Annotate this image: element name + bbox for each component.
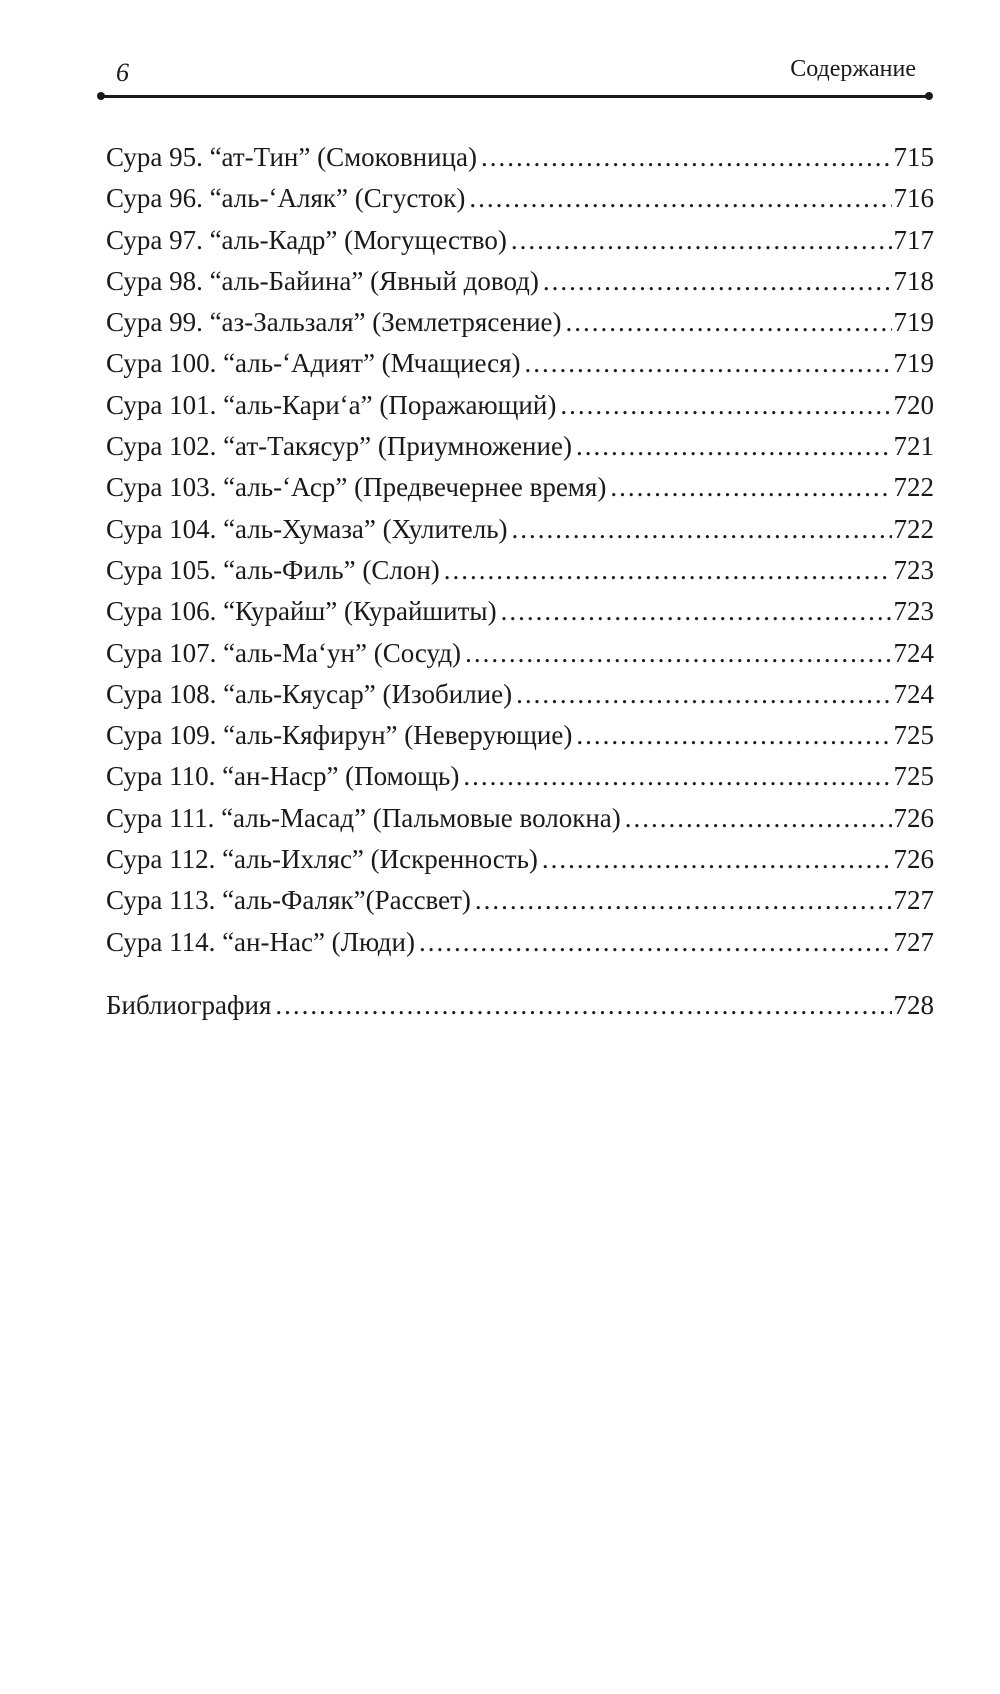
toc-entry bbox=[106, 715, 934, 756]
toc-entry-title: Сура 106. “Курайш” (Курайшиты) bbox=[106, 596, 497, 627]
toc-entry-page: 726 bbox=[893, 802, 934, 833]
table-of-contents-end bbox=[106, 985, 934, 1026]
toc-entry-title: Сура 110. “ан-Наср” (Помощь) bbox=[106, 761, 460, 792]
toc-entry-title: Сура 107. “аль-Ма‘ун” (Сосуд) bbox=[106, 637, 462, 668]
dot-leader bbox=[475, 880, 892, 921]
toc-entry bbox=[106, 137, 934, 178]
toc-entry bbox=[106, 591, 934, 632]
toc-entry-page: 725 bbox=[893, 761, 934, 792]
dot-leader bbox=[419, 922, 892, 963]
dot-leader bbox=[511, 220, 892, 261]
dot-leader bbox=[610, 467, 891, 508]
rule-dot-left bbox=[97, 92, 105, 100]
toc-entry-title: Сура 108. “аль-Кяусар” (Изобилие) bbox=[106, 678, 513, 709]
toc-entry-title: Сура 100. “аль-‘Адият” (Мчащиеся) bbox=[106, 348, 521, 379]
toc-entry-page: 723 bbox=[893, 596, 934, 627]
toc-entry bbox=[106, 509, 934, 550]
toc-entry bbox=[106, 178, 934, 219]
rule-dot-right bbox=[925, 92, 933, 100]
toc-entry bbox=[106, 261, 934, 302]
page-header bbox=[100, 52, 930, 92]
toc-entry-title: Сура 109. “аль-Кяфирун” (Неверующие) bbox=[106, 720, 573, 751]
page-number: 6 bbox=[116, 58, 129, 87]
dot-leader bbox=[501, 591, 892, 632]
toc-entry-page: 719 bbox=[893, 307, 934, 338]
toc-entry-page: 727 bbox=[893, 926, 934, 957]
toc-entry bbox=[106, 343, 934, 384]
toc-entry bbox=[106, 922, 934, 963]
toc-entry-page: 717 bbox=[893, 224, 934, 255]
toc-entry-page: 723 bbox=[893, 554, 934, 585]
toc-entry bbox=[106, 220, 934, 261]
dot-leader bbox=[566, 302, 892, 343]
toc-entry bbox=[106, 302, 934, 343]
dot-leader bbox=[444, 550, 892, 591]
toc-entry-title: Сура 112. “аль-Ихляс” (Искренность) bbox=[106, 844, 538, 875]
toc-entry-page: 727 bbox=[893, 885, 934, 916]
dot-leader bbox=[275, 985, 891, 1026]
toc-entry-page: 725 bbox=[893, 720, 934, 751]
toc-entry bbox=[106, 880, 934, 921]
toc-entry-title: Сура 114. “ан-Нас” (Люди) bbox=[106, 926, 415, 957]
toc-entry-title: Сура 113. “аль-Фаляк”(Рассвет) bbox=[106, 885, 471, 916]
header-rule bbox=[100, 95, 930, 98]
dot-leader bbox=[512, 509, 892, 550]
toc-entry-title: Сура 99. “аз-Зальзаля” (Землетрясение) bbox=[106, 307, 562, 338]
toc-entry-title: Библиография bbox=[106, 990, 272, 1020]
toc-entry-title: Сура 103. “аль-‘Аср” (Предвечернее время) bbox=[106, 472, 607, 503]
toc-entry-page: 715 bbox=[893, 142, 934, 172]
toc-entry-page: 720 bbox=[893, 389, 934, 420]
toc-entry bbox=[106, 756, 934, 797]
dot-leader bbox=[576, 715, 891, 756]
toc-entry-title: Сура 111. “аль-Масад” (Пальмовые волокна) bbox=[106, 802, 621, 833]
toc-entry-page: 718 bbox=[893, 265, 934, 296]
toc-entry-page: 724 bbox=[893, 678, 934, 709]
toc-entry-page: 719 bbox=[893, 348, 934, 379]
toc-entry-title: Сура 96. “аль-‘Аляк” (Сгусток) bbox=[106, 183, 466, 214]
toc-entry-page: 716 bbox=[893, 183, 934, 214]
running-title: Содержание bbox=[790, 56, 916, 82]
toc-entry-title: Сура 98. “аль-Байина” (Явный довод) bbox=[106, 265, 539, 296]
toc-entry-page: 724 bbox=[893, 637, 934, 668]
toc-entry bbox=[106, 633, 934, 674]
table-of-contents bbox=[106, 137, 934, 963]
toc-entry bbox=[106, 839, 934, 880]
toc-entry-page: 726 bbox=[893, 844, 934, 875]
toc-entry-page: 721 bbox=[893, 431, 934, 462]
toc-entry bbox=[106, 550, 934, 591]
toc-entry bbox=[106, 674, 934, 715]
toc-entry-page: 722 bbox=[893, 472, 934, 503]
dot-leader bbox=[543, 261, 892, 302]
dot-leader bbox=[463, 756, 891, 797]
dot-leader bbox=[560, 385, 891, 426]
toc-entry-title: Сура 104. “аль-Хумаза” (Хулитель) bbox=[106, 513, 508, 544]
toc-entry bbox=[106, 798, 934, 839]
dot-leader bbox=[481, 137, 892, 178]
toc-entry-title: Сура 105. “аль-Филь” (Слон) bbox=[106, 554, 440, 585]
toc-entry-title: Сура 101. “аль-Кари‘а” (Поражающий) bbox=[106, 389, 557, 420]
dot-leader bbox=[469, 178, 891, 219]
toc-entry bbox=[106, 467, 934, 508]
dot-leader bbox=[516, 674, 891, 715]
toc-entry-page: 728 bbox=[893, 990, 934, 1020]
dot-leader bbox=[465, 633, 891, 674]
toc-entry-page: 722 bbox=[893, 513, 934, 544]
dot-leader bbox=[542, 839, 892, 880]
toc-entry bbox=[106, 385, 934, 426]
toc-entry bbox=[106, 426, 934, 467]
dot-leader bbox=[576, 426, 892, 467]
toc-entry-title: Сура 95. “ат-Тин” (Смоковница) bbox=[106, 142, 477, 172]
dot-leader bbox=[625, 798, 892, 839]
dot-leader bbox=[525, 343, 892, 384]
toc-entry-title: Сура 102. “ат-Такясур” (Приумножение) bbox=[106, 431, 572, 462]
toc-entry-title: Сура 97. “аль-Кадр” (Могущество) bbox=[106, 224, 507, 255]
toc-entry-bibliography bbox=[106, 985, 934, 1026]
